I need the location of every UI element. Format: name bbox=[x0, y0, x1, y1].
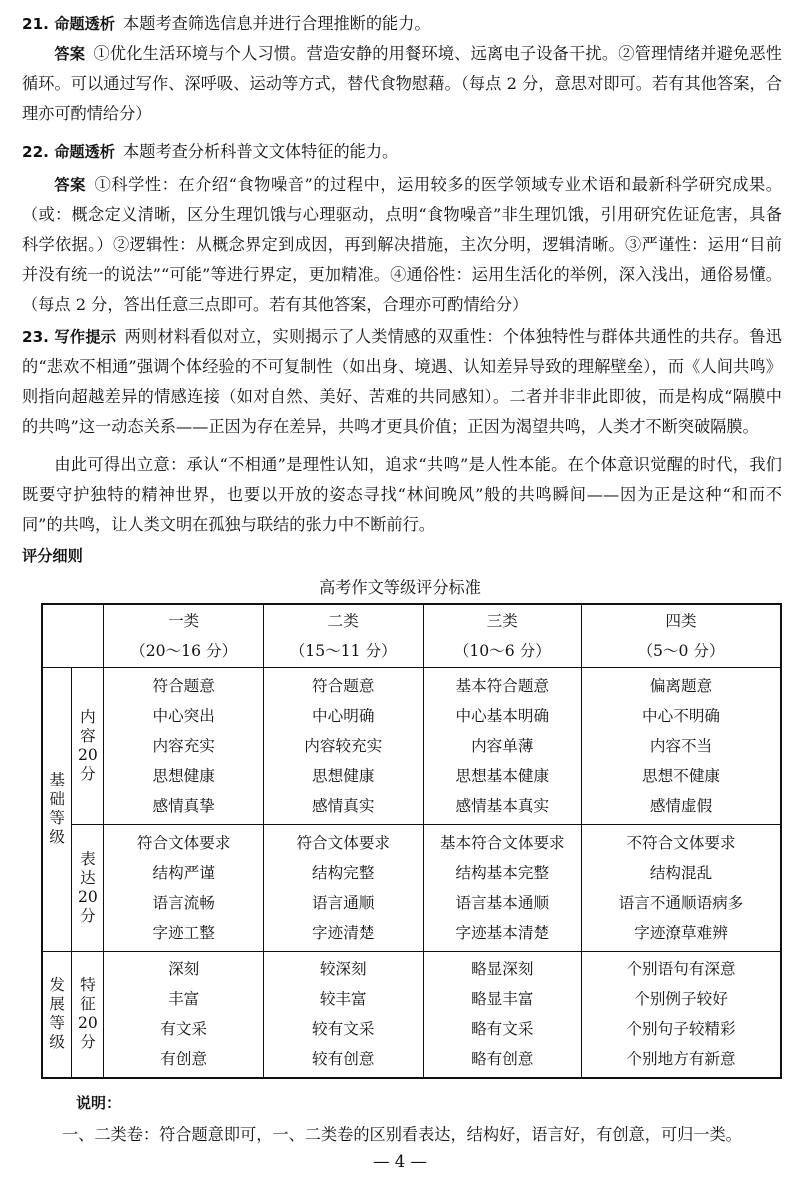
q22-intro: 本题考查分析科普文文体特征的能力。 bbox=[123, 142, 399, 161]
q23-paragraph-2: 由此可得出立意：承认“不相通”是理性认知，追求“共鸣”是人性本能。在个体意识觉醒的时代，我们既要守护独特的精神世界，也要以开放的姿态寻找“林间晚风”般的共鸣瞬间——因为正是这种“和而不同”的共鸣，让人类文明在孤独与联结的张力中不断前行。 bbox=[22, 455, 782, 534]
content-level-2: 符合题意 中心明确 内容较充实 思想健康 感情真实 bbox=[263, 667, 423, 824]
scoring-table bbox=[41, 603, 782, 1079]
content-row bbox=[42, 667, 781, 824]
section-expression-text: 表 达 20 分 bbox=[78, 849, 98, 925]
expression-level-4: 不符合文体要求 结构混乱 语言不通顺语病多 字迹潦草难辨 bbox=[582, 824, 781, 951]
note-title: 说明： bbox=[76, 1094, 122, 1112]
question-21 bbox=[22, 9, 782, 39]
section-content-label bbox=[72, 667, 104, 824]
feature-level-2: 较深刻 较丰富 较有文采 较有创意 bbox=[263, 951, 423, 1078]
group-development-label bbox=[42, 951, 72, 1078]
feature-level-1: 深刻 丰富 有文采 有创意 bbox=[104, 951, 264, 1078]
group-basic-label bbox=[42, 667, 72, 951]
section-content-text: 内 容 20 分 bbox=[78, 707, 98, 783]
feature-level-3: 略显深刻 略显丰富 略有文采 略有创意 bbox=[423, 951, 582, 1078]
level-4-header: 四类 （5～0 分） bbox=[582, 604, 781, 667]
note-text: 一、二类卷：符合题意即可，一、二类卷的区别看表达，结构好，语言好，有创意，可归一类。 bbox=[62, 1125, 742, 1144]
q21-answer-label: 答案 bbox=[54, 45, 86, 63]
section-feature-label bbox=[72, 951, 104, 1078]
q22-answer: ①科学性：在介绍“食物噪音”的过程中，运用较多的医学领域专业术语和最新科学研究成果。（或：概念定义清晰，区分生理饥饿与心理驱动，点明“食物噪音”非生理饥饿，引用研究佐证危害，具备科学依据。）②逻辑性：从概念界定到成因，再到解决措施，主次分明，逻辑清晰。③严谨性：运用“目前并没有统一的说法”“可能”等进行界定，更加精准。④通俗性：运用生活化的举例，深入浅出，通俗易懂。（每点 2 分，答出任意三点即可。若有其他答案，合理亦可酌情给分） bbox=[22, 175, 782, 314]
scoring-heading: 评分细则 bbox=[22, 547, 83, 565]
content-level-4: 偏离题意 中心不明确 内容不当 思想不健康 感情虚假 bbox=[582, 667, 781, 824]
q21-label: 21. 命题透析 bbox=[22, 15, 115, 33]
section-expression-label bbox=[72, 824, 104, 951]
q21-answer-block bbox=[22, 39, 782, 129]
table-header-row bbox=[42, 604, 781, 667]
question-23 bbox=[22, 322, 782, 442]
expression-level-3: 基本符合文体要求 结构基本完整 语言基本通顺 字迹基本清楚 bbox=[423, 824, 582, 951]
section-feature-text: 特 征 20 分 bbox=[78, 976, 98, 1052]
feature-row bbox=[42, 951, 781, 1078]
q21-answer: ①优化生活环境与个人习惯。营造安静的用餐环境、远离电子设备干扰。②管理情绪并避免恶性循环。可以通过写作、深呼吸、运动等方式，替代食物慰藉。（每点 2 分，意思对即可。若有其他答案，合理亦可酌情给分） bbox=[22, 44, 782, 123]
table-title: 高考作文等级评分标准 bbox=[319, 578, 481, 597]
question-22 bbox=[22, 137, 782, 167]
page-number: — 4 — bbox=[373, 1152, 427, 1171]
q22-label: 22. 命题透析 bbox=[22, 143, 115, 161]
q23-label: 23. 写作提示 bbox=[22, 328, 117, 346]
level-2-header: 二类 （15～11 分） bbox=[263, 604, 423, 667]
content-level-1: 符合题意 中心突出 内容充实 思想健康 感情真挚 bbox=[104, 667, 264, 824]
expression-level-1: 符合文体要求 结构严谨 语言流畅 字迹工整 bbox=[104, 824, 264, 951]
q23-text: 两则材料看似对立，实则揭示了人类情感的双重性：个体独特性与群体共通性的共存。鲁迅的“悲欢不相通”强调个体经验的不可复制性（如出身、境遇、认知差异导致的理解壁垒），而《人间共鸣》则指向超越差异的情感连接（如对自然、美好、苦难的共同感知）。二者并非非此即彼，而是构成“隔膜中的共鸣”这一动态关系——正因为存在差异，共鸣才更具价值；正因为渴望共鸣，人类才不断突破隔膜。 bbox=[22, 327, 782, 436]
feature-level-4: 个别语句有深意 个别例子较好 个别句子较精彩 个别地方有新意 bbox=[582, 951, 781, 1078]
q21-intro: 本题考查筛选信息并进行合理推断的能力。 bbox=[123, 14, 431, 33]
level-1-header: 一类 （20～16 分） bbox=[104, 604, 264, 667]
group-development-text: 发 展 等 级 bbox=[49, 976, 66, 1052]
q22-answer-label: 答案 bbox=[54, 176, 86, 194]
expression-row bbox=[42, 824, 781, 951]
expression-level-2: 符合文体要求 结构完整 语言通顺 字迹清楚 bbox=[263, 824, 423, 951]
header-corner-cell bbox=[42, 604, 104, 667]
content-level-3: 基本符合题意 中心基本明确 内容单薄 思想基本健康 感情基本真实 bbox=[423, 667, 582, 824]
level-3-header: 三类 （10～6 分） bbox=[423, 604, 582, 667]
q22-answer-block bbox=[22, 170, 782, 320]
group-basic-text: 基 础 等 级 bbox=[49, 771, 66, 846]
